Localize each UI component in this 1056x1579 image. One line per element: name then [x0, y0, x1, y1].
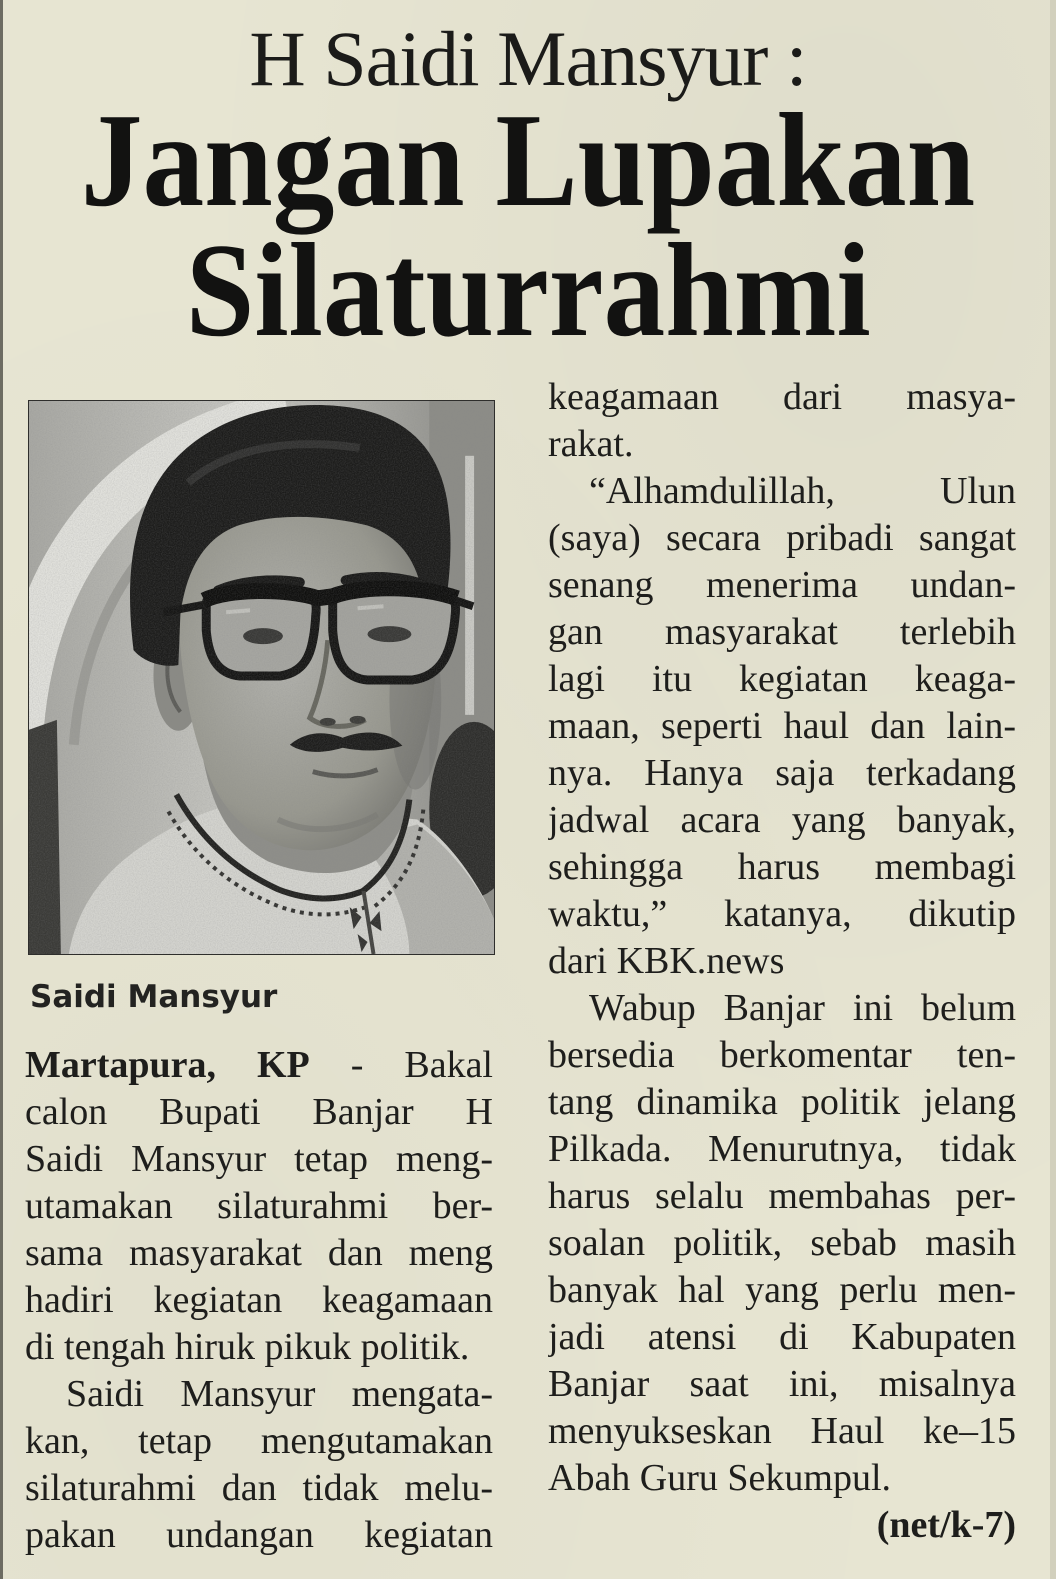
- body-line: sehingga harus membagi: [548, 846, 1016, 888]
- body-line: utamakan silaturahmi ber-: [25, 1185, 493, 1227]
- photo-grain: [29, 401, 494, 954]
- body-line: silaturahmi dan tidak melu-: [25, 1467, 493, 1509]
- headline-text: Silaturrahmi: [185, 216, 871, 364]
- body-line: sama masyarakat dan meng: [25, 1232, 493, 1274]
- body-line: tang dinamika politik jelang: [548, 1081, 1016, 1123]
- body-line: Banjar saat ini, misalnya: [548, 1363, 1016, 1405]
- headline-line-2: [0, 216, 1056, 364]
- body-line: nya. Hanya saja terkadang: [548, 752, 1016, 794]
- body-line: di tengah hiruk pikuk politik.: [25, 1326, 470, 1368]
- article-kicker: H Saidi Mansyur :: [249, 15, 807, 102]
- body-line: jadwal acara yang banyak,: [548, 799, 1016, 841]
- body-line: soalan politik, sebab masih: [548, 1222, 1016, 1264]
- body-line: gan masyarakat terlebih: [548, 611, 1016, 653]
- body-line: banyak hal yang perlu men-: [548, 1269, 1016, 1311]
- body-line: menyukseskan Haul ke–15: [548, 1410, 1016, 1452]
- right-column: [548, 374, 1016, 1549]
- body-line: jadi atensi di Kabupaten: [548, 1316, 1016, 1358]
- body-line-text: - Bakal: [350, 1044, 493, 1086]
- body-line: calon Bupati Banjar H: [25, 1091, 493, 1133]
- body-line: hadiri kegiatan keagamaan: [25, 1279, 493, 1321]
- body-line: rakat.: [548, 423, 634, 465]
- news-photo: [28, 400, 495, 955]
- body-line: pakan undangan kegiatan: [25, 1514, 493, 1556]
- headline-line-1: [0, 86, 1056, 234]
- credit-line: (net/k-7): [876, 1504, 1016, 1546]
- headline-text: Jangan Lupakan: [80, 86, 976, 234]
- body-line: Abah Guru Sekumpul.: [548, 1457, 892, 1499]
- body-line: bersedia berkomentar ten-: [548, 1034, 1016, 1076]
- photo-caption: Saidi Mansyur: [30, 979, 278, 1015]
- body-line: lagi itu kegiatan keaga-: [548, 658, 1016, 700]
- body-line: waktu,” katanya, dikutip: [548, 893, 1016, 935]
- body-line: maan, seperti haul dan lain-: [548, 705, 1016, 747]
- body-line: keagamaan dari masya-: [548, 376, 1016, 418]
- body-line: (saya) secara pribadi sangat: [548, 517, 1016, 559]
- body-line: senang menerima undan-: [548, 564, 1016, 606]
- body-line: Pilkada. Menurutnya, tidak: [548, 1128, 1016, 1170]
- body-line: Saidi Mansyur tetap meng-: [25, 1138, 493, 1180]
- body-line: [25, 1042, 493, 1089]
- body-line: harus selalu membahas per-: [548, 1175, 1016, 1217]
- dateline: Martapura, KP: [25, 1044, 310, 1086]
- body-line: Wabup Banjar ini belum: [589, 987, 1016, 1029]
- body-line: “Alhamdulillah, Ulun: [589, 470, 1016, 512]
- portrait-image: [29, 401, 494, 954]
- left-column: [25, 1042, 493, 1559]
- body-line: kan, tetap mengutamakan: [25, 1420, 493, 1462]
- body-line: Saidi Mansyur mengata-: [66, 1373, 493, 1415]
- body-line: dari KBK.news: [548, 940, 785, 982]
